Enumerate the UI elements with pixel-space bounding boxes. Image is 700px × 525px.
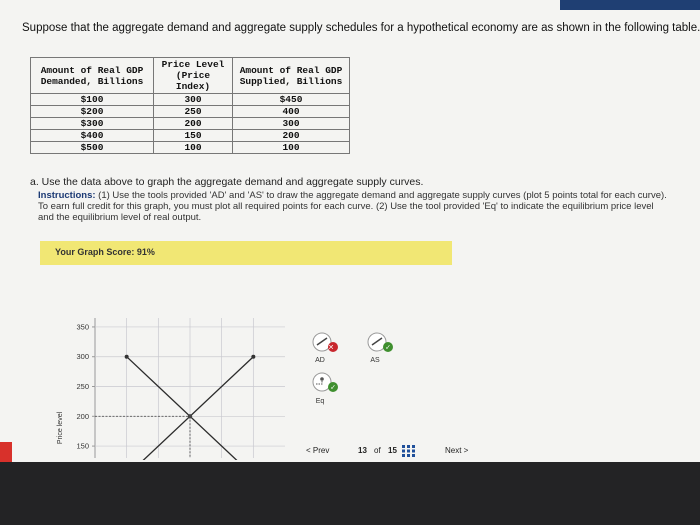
y-tick-label: 300 [76,352,89,362]
eq-tool[interactable] [313,373,338,405]
table-cell: 400 [233,106,350,118]
table-row [31,130,350,142]
prev-button[interactable]: < Prev [306,446,330,455]
graph-score-text: Your Graph Score: 91% [55,247,155,257]
table-cell: 300 [233,118,350,130]
graph-score-bar [40,241,452,265]
table-row [31,94,350,106]
y-tick-label: 350 [76,322,89,332]
part-a-text: a. Use the data above to graph the aggregate demand and aggregate supply curves. [30,176,424,188]
table-row [31,106,350,118]
table-cell: 100 [154,142,233,154]
table-row [31,142,350,154]
table-cell: 300 [154,94,233,106]
table-cell: $400 [31,130,154,142]
table-cell: 250 [154,106,233,118]
table-cell: 100 [233,142,350,154]
table-cell: $100 [31,94,154,106]
red-side-tab[interactable] [0,442,12,462]
schedule-table [30,57,350,154]
col-header-gdp-supplied: Amount of Real GDP Supplied, Billions [233,58,350,94]
table-cell: $500 [31,142,154,154]
instructions-lead: Instructions: [38,190,96,201]
as-tool-label: AS [370,357,380,364]
pagination [300,446,500,460]
y-axis-label: Price level [57,411,64,445]
x-mark-icon: ✕ [328,344,334,352]
next-button[interactable]: Next > [445,446,469,455]
table-cell: 200 [233,130,350,142]
y-tick-label: 200 [76,411,89,421]
col-header-gdp-demanded: Amount of Real GDP Demanded, Billions [31,58,154,94]
graph-tool-palette [300,320,420,420]
top-nav-strip [560,0,700,10]
table-header-row [31,58,350,94]
ad-tool-label: AD [315,357,325,364]
y-tick-label: 250 [76,382,89,392]
check-mark-icon: ✓ [330,384,336,392]
check-mark-icon: ✓ [385,344,391,352]
as-point[interactable] [251,355,255,359]
table-cell: $300 [31,118,154,130]
ad-tool[interactable] [313,333,338,364]
instructions-body: (1) Use the tools provided 'AD' and 'AS' to draw the aggregate demand and aggregate supply curves (plot 5 points total for each curve). To earn full credit for this graph, you must plot all required points for each curve. (2) Use the tool provided 'Eq' to indicate the equilibrium price level and the equilibrium level of real output. [38,190,667,223]
question-text: Suppose that the aggregate demand and aggregate supply schedules for a hypothetical economy are as shown in the following table. [22,22,700,34]
ad-point[interactable] [125,355,129,359]
table-cell: $450 [233,94,350,106]
instructions [38,190,668,223]
graph-area[interactable] [50,310,290,460]
table-row [31,118,350,130]
table-cell: 150 [154,130,233,142]
eq-tool-label: Eq [315,398,325,405]
monitor-bezel [0,462,700,525]
page-number: 13 [358,446,367,455]
grid-menu-icon[interactable] [402,445,416,459]
as-tool[interactable] [368,333,393,364]
page-total: 15 [388,446,397,455]
eq-point[interactable] [188,414,192,418]
table-cell: $200 [31,106,154,118]
col-header-price-level: Price Level (Price Index) [154,58,233,94]
page-of: of [374,446,381,455]
table-cell: 200 [154,118,233,130]
y-tick-label: 150 [76,441,89,451]
